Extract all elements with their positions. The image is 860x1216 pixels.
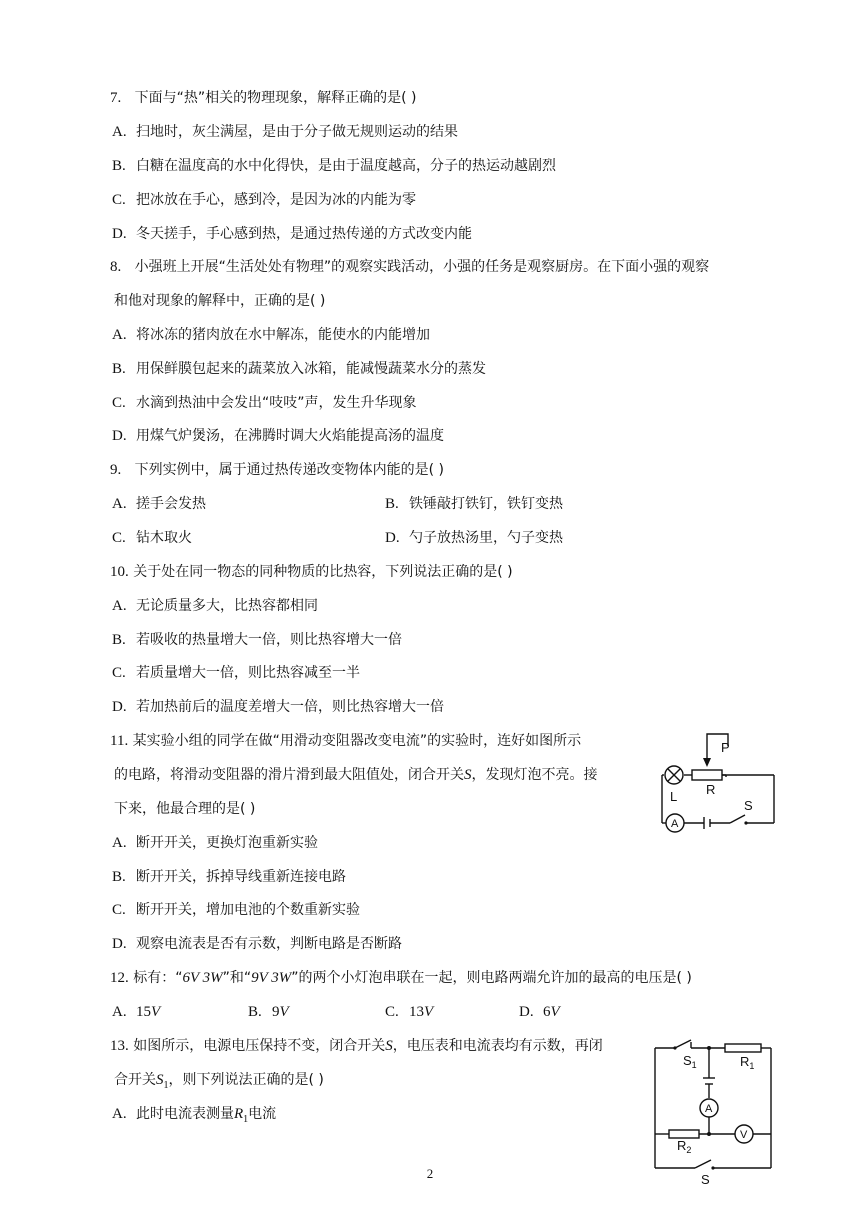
q13-ammeter-label: A xyxy=(705,1103,713,1115)
q9-option-b[interactable]: B. 铁锤敲打铁钉，铁钉变热 xyxy=(385,496,563,512)
q9-stem: 9. 下列实例中，属于通过热传递改变物体内能的是( ) xyxy=(110,462,444,478)
q7-stem: 7. 下面与“热”相关的物理现象，解释正确的是( ) xyxy=(110,90,417,106)
q11-stem: 11. 某实验小组的同学在做“用滑动变阻器改变电流”的实验时，连好如图所示 xyxy=(110,733,582,749)
q12-stem: 12. 标有：“6V 3W”和“9V 3W”的两个小灯泡串联在一起，则电路两端允许加的最高的电压是( ) xyxy=(110,970,692,986)
q8-option-b[interactable]: B. 用保鲜膜包起来的蔬菜放入冰箱，能减慢蔬菜水分的蒸发 xyxy=(112,361,486,377)
q9-option-c[interactable]: C. 钻木取火 xyxy=(112,530,192,546)
q8-stem: 8. 小强班上开展“生活处处有物理”的观察实践活动，小强的任务是观察厨房。在下面小强的观察 xyxy=(110,259,710,275)
q11-label-p: P xyxy=(721,740,730,755)
q13-label-r2: $R_2$ xyxy=(677,1138,692,1155)
q11-stem-continued: 的电路，将滑动变阻器的滑片滑到最大阻值处，闭合开关S，发现灯泡不亮。接 xyxy=(114,767,598,783)
q11-circuit-diagram xyxy=(648,728,783,834)
q11-option-c[interactable]: C. 断开开关，增加电池的个数重新实验 xyxy=(112,902,360,918)
q8-option-a[interactable]: A. 将冰冻的猪肉放在水中解冻，能使水的内能增加 xyxy=(112,327,430,343)
q11-option-a[interactable]: A. 断开开关，更换灯泡重新实验 xyxy=(112,835,318,851)
q12-option-c[interactable]: C. 13V xyxy=(385,1004,434,1020)
q7-option-b[interactable]: B. 白糖在温度高的水中化得快，是由于温度越高，分子的热运动越剧烈 xyxy=(112,158,556,174)
q13-option-a[interactable]: A. 此时电流表测量$R_1$电流 xyxy=(112,1106,277,1125)
q11-label-r: R xyxy=(706,782,716,797)
q13-label-s: S xyxy=(701,1172,710,1187)
q9-option-a[interactable]: A. 搓手会发热 xyxy=(112,496,206,512)
q7-option-c[interactable]: C. 把冰放在手心，感到冷，是因为冰的内能为零 xyxy=(112,192,416,208)
q10-stem: 10. 关于处在同一物态的同种物质的比热容，下列说法正确的是( ) xyxy=(110,564,513,580)
q13-stem: 13. 如图所示，电源电压保持不变，闭合开关S，电压表和电流表均有示数，再闭 xyxy=(110,1038,603,1054)
q7-option-d[interactable]: D. 冬天搓手，手心感到热，是通过热传递的方式改变内能 xyxy=(112,226,472,242)
q10-option-c[interactable]: C. 若质量增大一倍，则比热容减至一半 xyxy=(112,665,360,681)
q9-option-d[interactable]: D. 勺子放热汤里，勺子变热 xyxy=(385,530,563,546)
q11-stem-continued-2: 下来，他最合理的是( ) xyxy=(114,801,256,817)
q11-label-l: L xyxy=(670,789,678,804)
q11-ammeter-label: A xyxy=(671,818,679,830)
q12-option-d[interactable]: D. 6V xyxy=(519,1004,560,1020)
q13-stem-continued: 合开关$S_1$，则下列说法正确的是( ) xyxy=(114,1072,324,1091)
q11-label-s: S xyxy=(744,798,753,813)
q12-option-a[interactable]: A. 15V xyxy=(112,1004,161,1020)
q10-option-a[interactable]: A. 无论质量多大，比热容都相同 xyxy=(112,598,318,614)
page-number: 2 xyxy=(426,1166,434,1181)
q10-option-d[interactable]: D. 若加热前后的温度差增大一倍，则比热容增大一倍 xyxy=(112,699,444,715)
q10-option-b[interactable]: B. 若吸收的热量增大一倍，则比热容增大一倍 xyxy=(112,632,402,648)
q7-option-a[interactable]: A. 扫地时，灰尘满屋，是由于分子做无规则运动的结果 xyxy=(112,124,458,140)
q8-stem-continued: 和他对现象的解释中，正确的是( ) xyxy=(114,293,326,309)
q8-option-c[interactable]: C. 水滴到热油中会发出“吱吱”声，发生升华现象 xyxy=(112,395,417,411)
q11-option-d[interactable]: D. 观察电流表是否有示数，判断电路是否断路 xyxy=(112,936,402,952)
q8-option-d[interactable]: D. 用煤气炉煲汤，在沸腾时调大火焰能提高汤的温度 xyxy=(112,428,444,444)
q13-label-s1: $S_1$ xyxy=(683,1053,697,1070)
q13-voltmeter-label: V xyxy=(740,1129,748,1141)
q11-option-b[interactable]: B. 断开开关，拆掉导线重新连接电路 xyxy=(112,869,346,885)
q13-label-r1: $R_1$ xyxy=(740,1054,755,1071)
q12-option-b[interactable]: B. 9V xyxy=(248,1004,289,1020)
